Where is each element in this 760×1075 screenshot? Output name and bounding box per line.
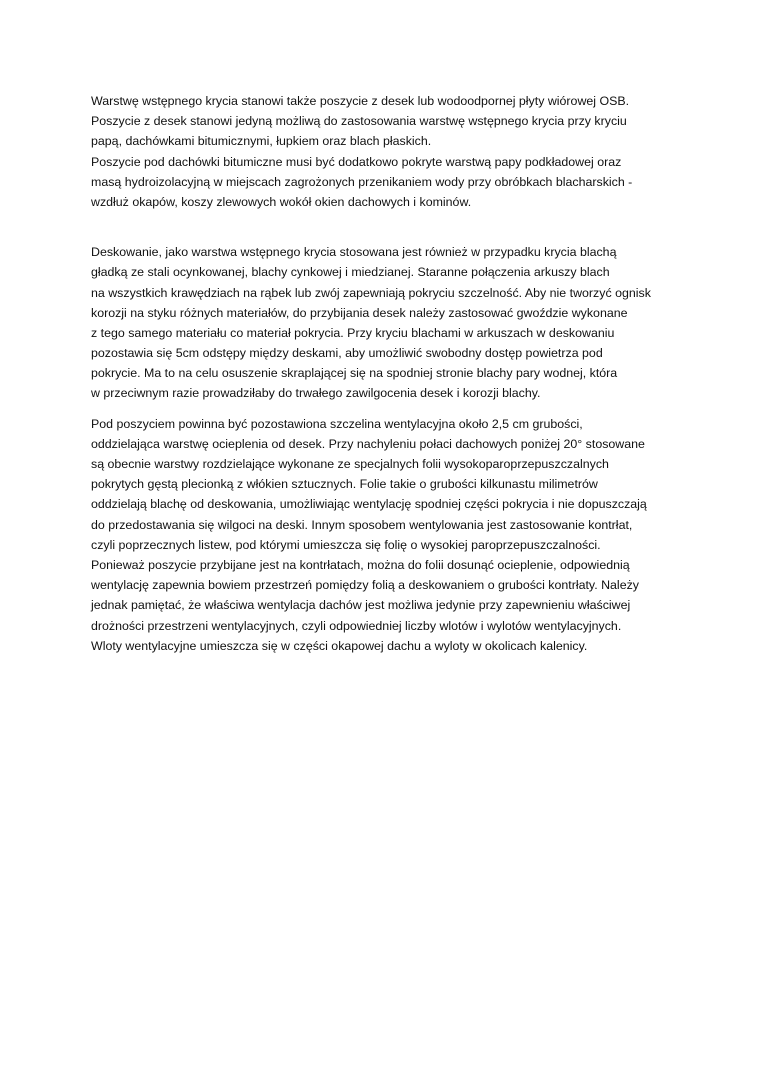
- text-line: wzdłuż okapów, koszy zlewowych wokół okien dachowych i kominów.: [91, 194, 472, 209]
- text-line: pozostawia się 5cm odstępy między deskami, aby umożliwić swobodny dostęp powietrza pod: [91, 346, 603, 361]
- text-line: korozji na styku różnych materiałów, do przybijania desek należy zastosować gwoździe wykonane: [91, 305, 628, 320]
- text-line: pokrycie. Ma to na celu osuszenie skraplającej się na spodniej stronie blachy pary wodnej, która: [91, 366, 618, 381]
- paragraph-ventilation: [91, 414, 681, 656]
- text-line: z tego samego materiału co materiał pokrycia. Przy kryciu blachami w arkuszach w deskowaniu: [91, 325, 615, 340]
- text-line: pokrytych gęstą plecionką z włókien sztucznych. Folie takie o grubości kilkunastu milimetrów: [91, 477, 598, 492]
- text-line: w przeciwnym razie prowadziłaby do trwałego zawilgocenia desek i korozji blachy.: [91, 386, 541, 401]
- paragraph-boarding: [91, 242, 681, 404]
- text-line: Poszycie pod dachówki bitumiczne musi być dodatkowo pokryte warstwą papy podkładowej oraz: [91, 154, 622, 169]
- text-line: Wloty wentylacyjne umieszcza się w części okapowej dachu a wyloty w okolicach kalenicy.: [91, 638, 588, 653]
- text-line: oddzielają blachę od deskowania, umożliwiając wentylację spodniej części pokrycia i nie dopuszczają: [91, 497, 647, 512]
- text-line: wentylację zapewnia bowiem przestrzeń pomiędzy folią a deskowaniem o grubości kontrłaty. Należy: [91, 578, 639, 593]
- text-line: jednak pamiętać, że właściwa wentylacja dachów jest możliwa jedynie przy zapewnieniu właściwej: [91, 598, 631, 613]
- paragraph-roof-sheathing: [91, 91, 681, 212]
- text-line: Pod poszyciem powinna być pozostawiona szczelina wentylacyjna około 2,5 cm grubości,: [91, 416, 583, 431]
- text-line: masą hydroizolacyjną w miejscach zagrożonych przenikaniem wody przy obróbkach blacharskich -: [91, 174, 633, 189]
- text-line: Poszycie z desek stanowi jedyną możliwą do zastosowania warstwę wstępnego krycia przy kryciu: [91, 114, 627, 129]
- document-body: [91, 91, 681, 656]
- text-line: papą, dachówkami bitumicznymi, łupkiem oraz blach płaskich.: [91, 134, 432, 149]
- text-line: do przedostawania się wilgoci na deski. Innym sposobem wentylowania jest zastosowanie kontrłat,: [91, 517, 633, 532]
- text-line: na wszystkich krawędziach na rąbek lub zwój zapewniają pokryciu szczelność. Aby nie tworzyć ognisk: [91, 285, 651, 300]
- text-line: są obecnie warstwy rozdzielające wykonane ze specjalnych folii wysokoparoprzepuszczalnych: [91, 457, 609, 471]
- text-line: drożności przestrzeni wentylacyjnych, czyli odpowiedniej liczby wlotów i wylotów wentylacyjnych.: [91, 618, 622, 633]
- text-line: gładką ze stali ocynkowanej, blachy cynkowej i miedzianej. Staranne połączenia arkuszy blach: [91, 265, 610, 280]
- text-line: oddzielająca warstwę ocieplenia od desek. Przy nachyleniu połaci dachowych poniżej 20° stosowane: [91, 436, 645, 451]
- text-line: Deskowanie, jako warstwa wstępnego krycia stosowana jest również w przypadku krycia blachą: [91, 245, 617, 260]
- text-line: Ponieważ poszycie przybijane jest na kontrłatach, można do folii dosunąć ocieplenie, odpowiednią: [91, 557, 630, 572]
- text-line: Warstwę wstępnego krycia stanowi także poszycie z desek lub wodoodpornej płyty wiórowej OSB.: [91, 94, 630, 108]
- text-line: czyli poprzecznych listew, pod którymi umieszcza się folię o wysokiej paroprzepuszczalności.: [91, 537, 601, 552]
